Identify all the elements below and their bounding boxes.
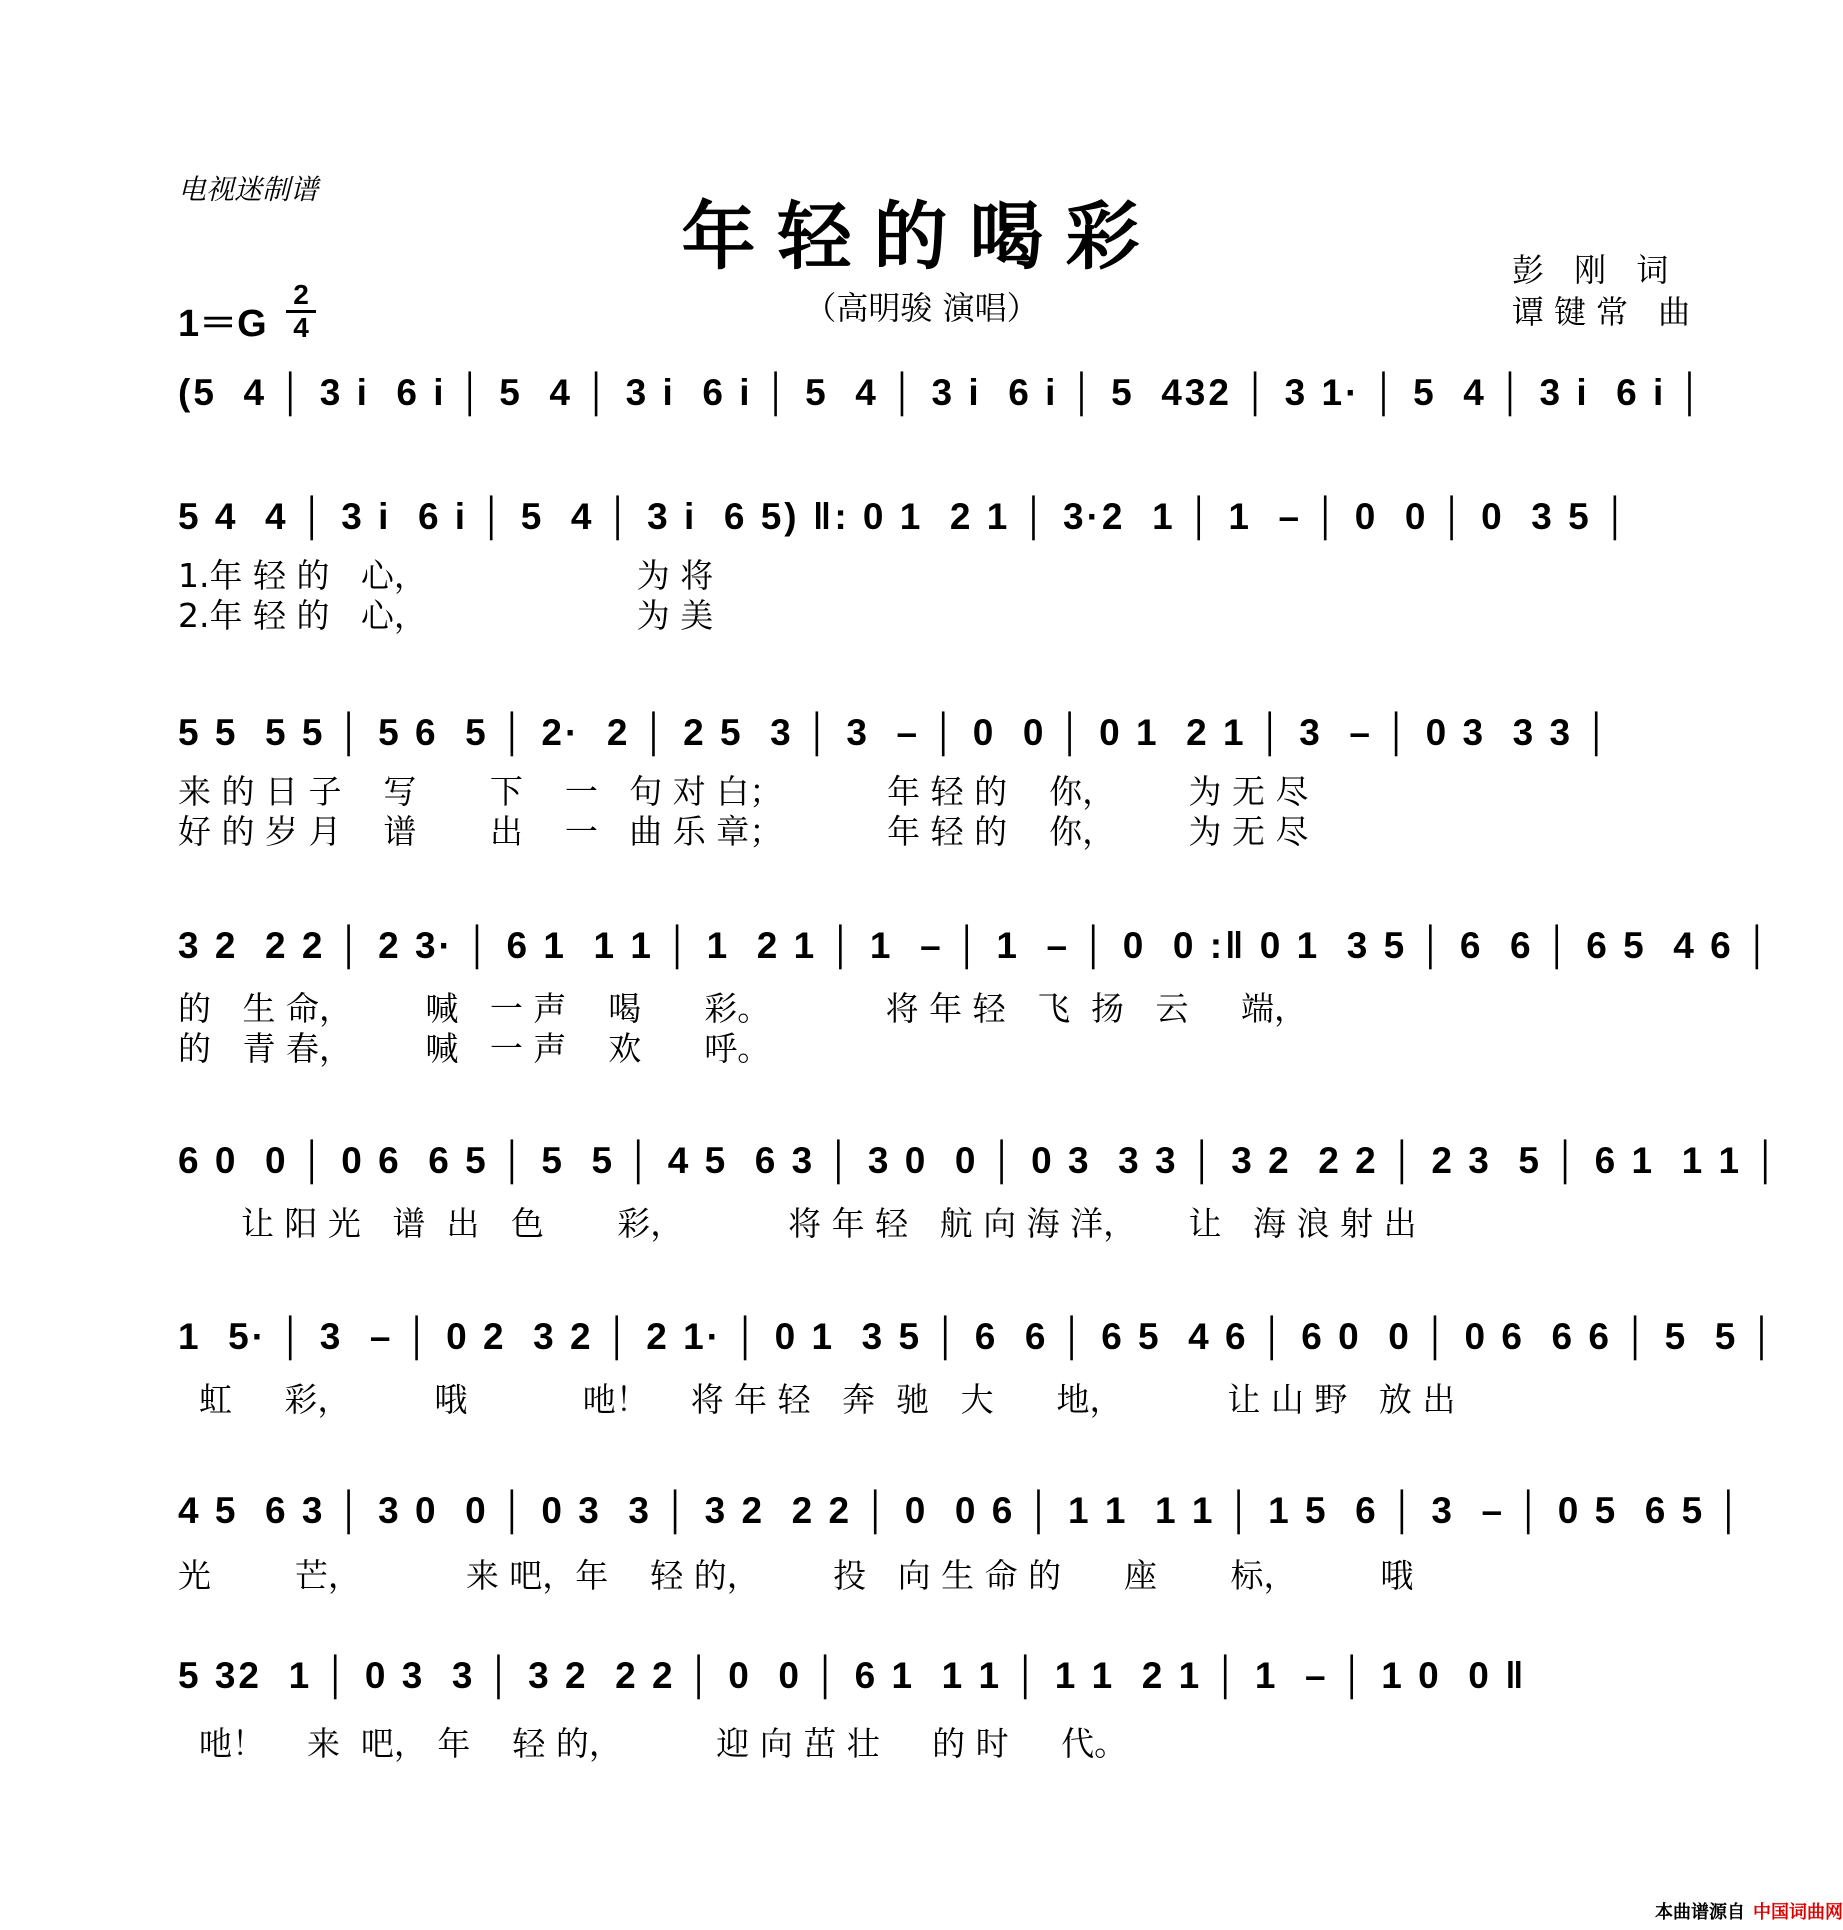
- staff-notes: 3 2 2 2 │ 2 3· │ 6 1 1 1 │ 1 2 1 │ 1 – │ 1 – │ 0 0 :‖ 0 1 3 5 │ 6 6 │ 6 5 4 6 │: [178, 925, 1774, 966]
- lyric-line: 好 的 岁 月 谱 出 一 曲 乐 章； 年 轻 的 你， 为 无 尽: [178, 812, 1309, 851]
- lyric-line: 2.年 轻 的 心， 为 美: [178, 596, 714, 635]
- time-signature-top: 2: [293, 279, 309, 310]
- lyric-line: 来 的 日 子 写 下 一 句 对 白； 年 轻 的 你， 为 无 尽: [178, 772, 1309, 811]
- lyric-line: 虹 彩， 哦 吔！ 将 年 轻 奔 驰 大 地， 让 山 野 放 出: [178, 1380, 1456, 1419]
- staff-1: [178, 372, 1706, 442]
- time-signature: [286, 279, 316, 343]
- staff-notes: 5 4 4 │ 3 i 6 i │ 5 4 │ 3 i 6 5) ‖: 0 1 2 1 │ 3·2 1 │ 1 – │ 0 0 │ 0 3 5 │: [178, 496, 1632, 537]
- lyric-line: 让 阳 光 谱 出 色 彩， 将 年 轻 航 向 海 洋， 让 海 浪 射 出: [178, 1204, 1417, 1243]
- credit-text: 电视迷制谱: [178, 173, 319, 206]
- time-signature-bottom: 4: [293, 312, 309, 343]
- key-signature: 1＝G: [178, 303, 267, 345]
- song-title: 年轻的喝彩: [681, 194, 1162, 280]
- staff-notes: 5 5 5 5 │ 5 6 5 │ 2· 2 │ 2 5 3 │ 3 – │ 0 0 │ 0 1 2 1 │ 3 – │ 0 3 3 3 │: [178, 712, 1613, 753]
- lyric-line: 的 生 命， 喊 一 声 喝 彩。 将 年 轻 飞 扬 云 端，: [178, 989, 1307, 1028]
- staff-notes: 5 32 1 │ 0 3 3 │ 3 2 2 2 │ 0 0 │ 6 1 1 1 │ 1 1 2 1 │ 1 – │ 1 0 0 ‖: [178, 1655, 1527, 1696]
- lyric-line: 1.年 轻 的 心， 为 将: [178, 556, 714, 595]
- staff-notes: (5 4 │ 3 i 6 i │ 5 4 │ 3 i 6 i │ 5 4 │ 3 i 6 i │ 5 432 │ 3 1· │ 5 4 │ 3 i 6 i │: [178, 372, 1706, 413]
- staff-notes: 4 5 6 3 │ 3 0 0 │ 0 3 3 │ 3 2 2 2 │ 0 0 6 │ 1 1 1 1 │ 1 5 6 │ 3 – │ 0 5 6 5 │: [178, 1490, 1745, 1531]
- lyricist-credit: 彭 刚 词: [1512, 251, 1679, 289]
- staff-notes: 1 5· │ 3 – │ 0 2 3 2 │ 2 1· │ 0 1 3 5 │ 6 6 │ 6 5 4 6 │ 6 0 0 │ 0 6 6 6 │ 5 5 │: [178, 1316, 1778, 1357]
- lyric-line: 吔！ 来 吧， 年 轻 的， 迎 向 茁 壮 的 时 代。: [178, 1724, 1128, 1763]
- composer-credit: 谭键常 曲: [1512, 293, 1701, 331]
- lyric-line: 光 芒， 来 吧，年 轻 的， 投 向 生 命 的 座 标， 哦: [178, 1556, 1414, 1595]
- song-subtitle: （高明骏 演唱）: [804, 289, 1039, 327]
- lyric-line: 的 青 春， 喊 一 声 欢 呼。: [178, 1029, 771, 1068]
- footer-site-link[interactable]: 中国词曲网: [1753, 1902, 1843, 1923]
- staff-notes: 6 0 0 │ 0 6 6 5 │ 5 5 │ 4 5 6 3 │ 3 0 0 │ 0 3 3 3 │ 3 2 2 2 │ 2 3 5 │ 6 1 1 1 │: [178, 1140, 1782, 1181]
- footer-source-label: 本曲谱源自: [1655, 1902, 1745, 1923]
- staff-8: [178, 1655, 1668, 1725]
